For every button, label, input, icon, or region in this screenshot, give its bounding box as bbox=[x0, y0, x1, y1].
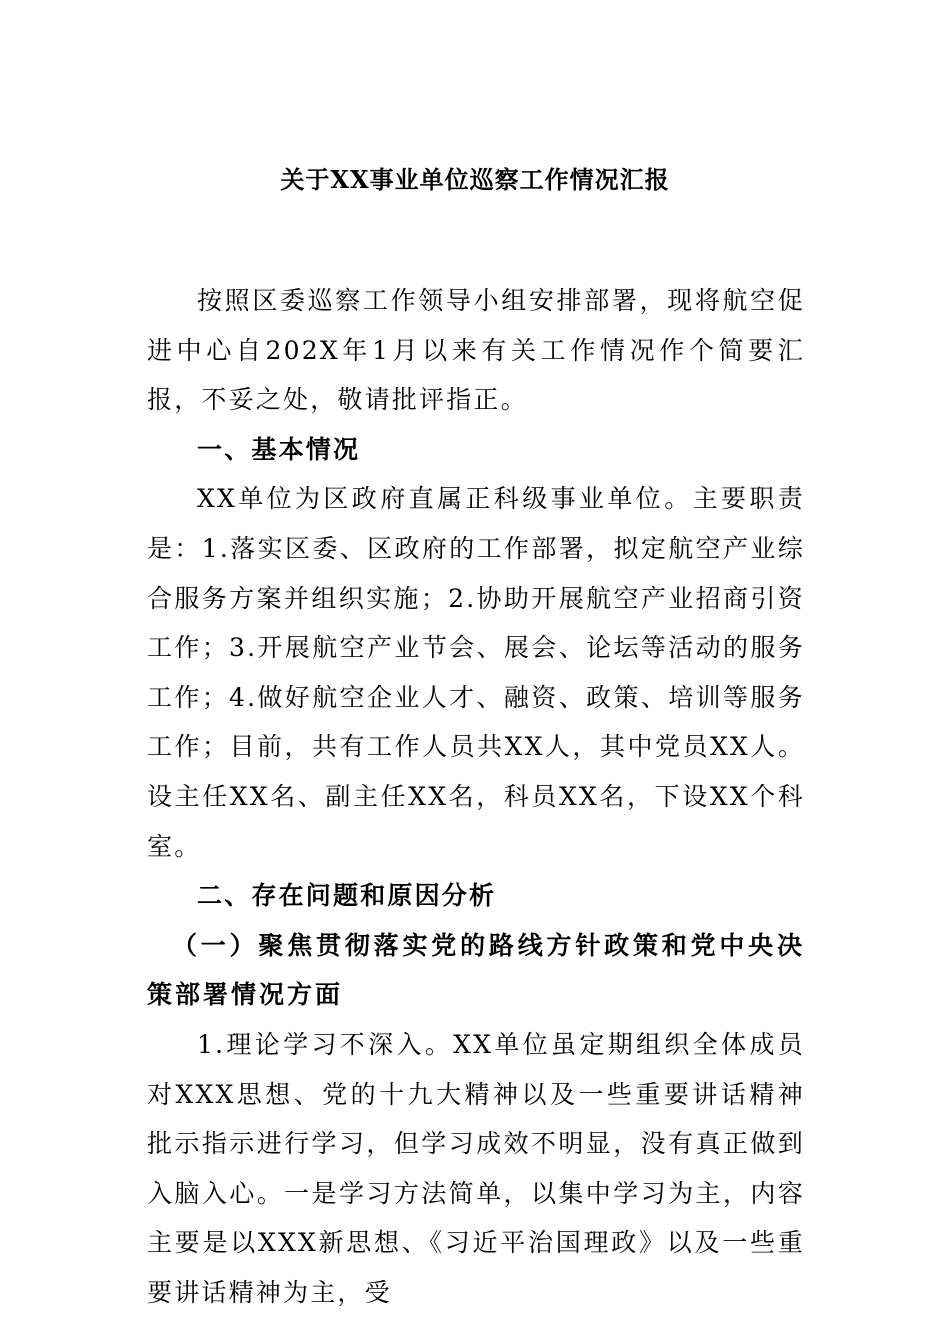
document-body bbox=[147, 276, 805, 1317]
section-heading-basic-situation: 一、基本情况 bbox=[197, 434, 361, 464]
basic-situation-paragraph: XX单位为区政府直属正科级事业单位。主要职责是：1.落实区委、区政府的工作部署，拟定航空产业综合服务方案并组织实施；2.协助开展航空产业招商引资工作；3.开展航空产业节会、展会、论坛等活动的服务工作；4.做好航空企业人才、融资、政策、培训等服务工作；目前，共有工作人员共XX人，其中党员XX人。设主任XX名、副主任XX名，科员XX名，下设XX个科室。 bbox=[147, 484, 805, 861]
section-heading-problems-analysis: 二、存在问题和原因分析 bbox=[197, 881, 497, 911]
subsection-heading-policy-implementation: （一）聚焦贯彻落实党的路线方针政策和党中央决策部署情况方面 bbox=[147, 930, 805, 1010]
intro-paragraph: 按照区委巡察工作领导小组安排部署，现将航空促进中心自202X年1月以来有关工作情况作个简要汇报，不妥之处，敬请批评指正。 bbox=[147, 286, 805, 415]
theory-study-paragraph: 1.理论学习不深入。XX单位虽定期组织全体成员对XXX思想、党的十九大精神以及一些重要讲话精神批示指示进行学习，但学习成效不明显，没有真正做到入脑入心。一是学习方法简单，以集中学习为主，内容主要是以XXX新思想、《习近平治国理政》以及一些重要讲话精神为主，受 bbox=[147, 1029, 805, 1307]
document-title: 关于XX事业单位巡察工作情况汇报 bbox=[280, 165, 670, 194]
